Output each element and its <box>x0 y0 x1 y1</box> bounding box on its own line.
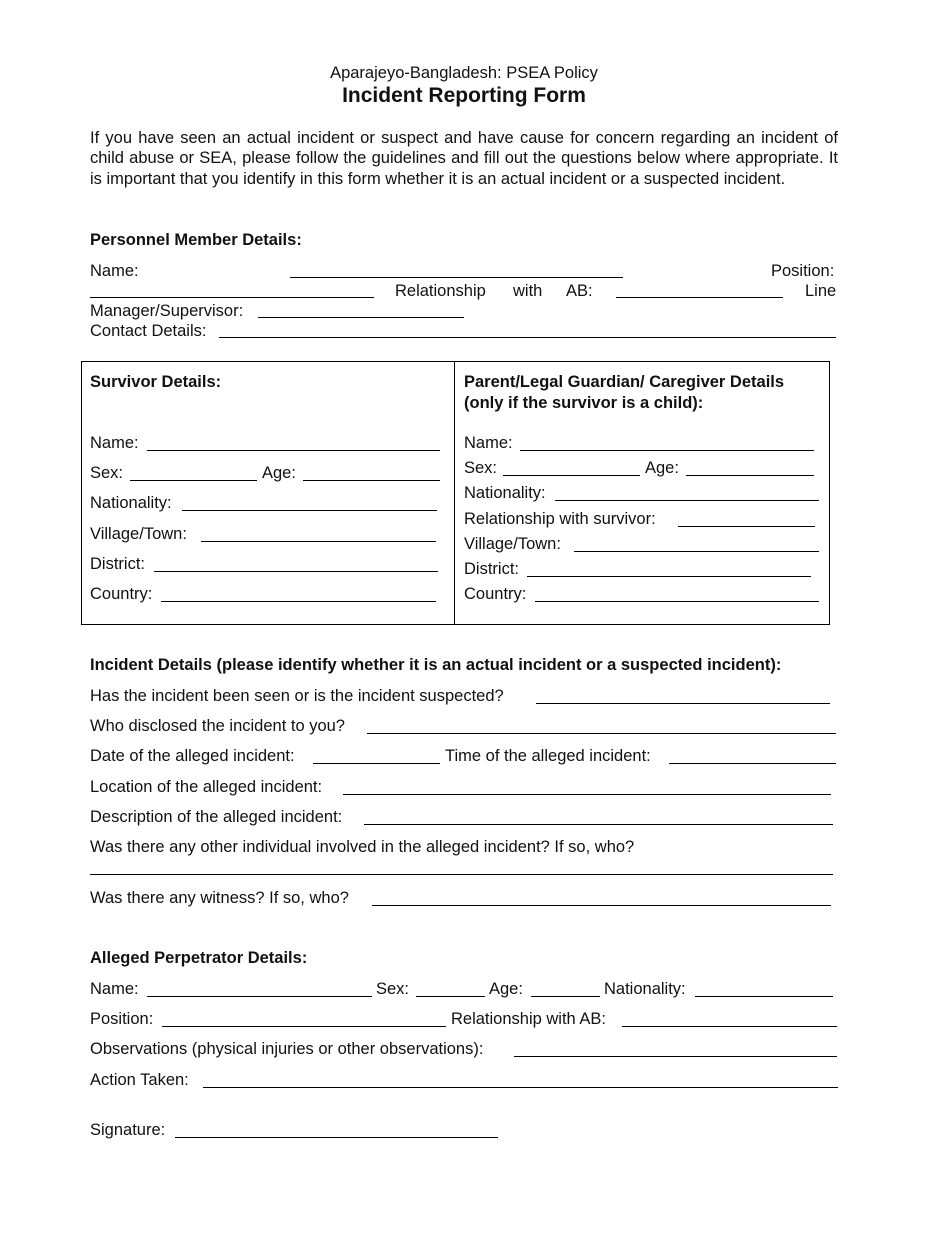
witness-label: Was there any witness? If so, who? <box>90 889 349 907</box>
incident-date-label: Date of the alleged incident: <box>90 747 295 765</box>
observations-label: Observations (physical injuries or other observations): <box>90 1040 484 1058</box>
seen-suspected-label: Has the incident been seen or is the incident suspected? <box>90 687 504 705</box>
personnel-position-field[interactable] <box>90 297 374 298</box>
guardian-age-field[interactable] <box>686 475 814 476</box>
personnel-relationship-field[interactable] <box>616 297 783 298</box>
other-individual-label: Was there any other individual involved in the alleged incident? If so, who? <box>90 838 635 856</box>
incident-location-label: Location of the alleged incident: <box>90 778 323 796</box>
details-table <box>81 361 830 625</box>
survivor-name-field[interactable] <box>147 450 440 451</box>
perpetrator-name-field[interactable] <box>147 996 372 997</box>
line-label: Line <box>805 282 837 300</box>
relationship-ab-word: AB: <box>566 282 593 300</box>
perpetrator-age-label: Age: <box>489 980 523 998</box>
guardian-nationality-label: Nationality: <box>464 484 546 502</box>
relationship-with-word: with <box>513 282 543 300</box>
intro-paragraph: If you have seen an actual incident or suspect and have cause for concern regarding an incident of child abuse or SEA, please follow the guidelines and fill out the questions below where appropriate. It is important that you identify in this form whether it is an actual incident or a suspected incident. <box>90 129 838 188</box>
action-taken-label: Action Taken: <box>90 1071 189 1089</box>
guardian-name-field[interactable] <box>520 450 814 451</box>
perpetrator-sex-label: Sex: <box>376 980 410 998</box>
table-divider <box>454 361 455 624</box>
guardian-sex-field[interactable] <box>503 475 640 476</box>
witness-field[interactable] <box>372 905 831 906</box>
incident-time-field[interactable] <box>669 763 836 764</box>
perpetrator-relationship-label: Relationship with AB: <box>451 1010 607 1028</box>
who-disclosed-field[interactable] <box>367 733 836 734</box>
relationship-word: Relationship <box>395 282 486 300</box>
perpetrator-name-label: Name: <box>90 980 139 998</box>
incident-description-field[interactable] <box>364 824 833 825</box>
contact-field[interactable] <box>219 337 836 338</box>
seen-suspected-field[interactable] <box>536 703 830 704</box>
guardian-district-label: District: <box>464 560 519 578</box>
survivor-district-label: District: <box>90 555 145 573</box>
incident-time-label: Time of the alleged incident: <box>445 747 651 765</box>
incident-date-field[interactable] <box>313 763 440 764</box>
survivor-age-field[interactable] <box>303 480 440 481</box>
survivor-nationality-field[interactable] <box>182 510 437 511</box>
observations-field[interactable] <box>514 1056 837 1057</box>
guardian-nationality-field[interactable] <box>555 500 819 501</box>
incident-description-label: Description of the alleged incident: <box>90 808 343 826</box>
manager-field[interactable] <box>258 317 464 318</box>
survivor-nationality-label: Nationality: <box>90 494 172 512</box>
perpetrator-relationship-field[interactable] <box>622 1026 837 1027</box>
perpetrator-sex-field[interactable] <box>416 996 485 997</box>
guardian-relationship-label: Relationship with survivor: <box>464 510 656 528</box>
guardian-age-label: Age: <box>645 459 679 477</box>
signature-label: Signature: <box>90 1121 166 1139</box>
guardian-name-label: Name: <box>464 434 513 452</box>
perpetrator-nationality-field[interactable] <box>695 996 833 997</box>
guardian-heading-note: (only if the survivor is a child): <box>464 394 704 412</box>
survivor-sex-field[interactable] <box>130 480 257 481</box>
perpetrator-nationality-label: Nationality: <box>604 980 686 998</box>
survivor-sex-label: Sex: <box>90 464 124 482</box>
guardian-relationship-field[interactable] <box>678 526 815 527</box>
personnel-name-label: Name: <box>90 262 139 280</box>
perpetrator-position-field[interactable] <box>162 1026 446 1027</box>
incident-location-field[interactable] <box>343 794 831 795</box>
personnel-heading: Personnel Member Details: <box>90 231 302 249</box>
perpetrator-heading: Alleged Perpetrator Details: <box>90 949 308 967</box>
survivor-name-label: Name: <box>90 434 139 452</box>
signature-field[interactable] <box>175 1137 498 1138</box>
guardian-sex-label: Sex: <box>464 459 498 477</box>
survivor-village-label: Village/Town: <box>90 525 187 543</box>
manager-label: Manager/Supervisor: <box>90 302 244 320</box>
who-disclosed-label: Who disclosed the incident to you? <box>90 717 345 735</box>
personnel-position-label: Position: <box>771 262 835 280</box>
guardian-district-field[interactable] <box>527 576 811 577</box>
survivor-heading: Survivor Details: <box>90 373 222 391</box>
perpetrator-age-field[interactable] <box>531 996 600 997</box>
survivor-village-field[interactable] <box>201 541 436 542</box>
survivor-age-label: Age: <box>262 464 296 482</box>
other-individual-field[interactable] <box>90 874 833 875</box>
guardian-country-label: Country: <box>464 585 527 603</box>
policy-title: Aparajeyo-Bangladesh: PSEA Policy <box>330 64 598 82</box>
form-title: Incident Reporting Form <box>342 84 586 107</box>
guardian-country-field[interactable] <box>535 601 819 602</box>
guardian-village-label: Village/Town: <box>464 535 561 553</box>
guardian-village-field[interactable] <box>574 551 819 552</box>
personnel-name-field[interactable] <box>290 277 623 278</box>
action-taken-field[interactable] <box>203 1087 838 1088</box>
survivor-district-field[interactable] <box>154 571 438 572</box>
survivor-country-field[interactable] <box>161 601 436 602</box>
contact-label: Contact Details: <box>90 322 207 340</box>
survivor-country-label: Country: <box>90 585 153 603</box>
incident-heading: Incident Details (please identify whether it is an actual incident or a suspected incident): <box>90 656 782 674</box>
perpetrator-position-label: Position: <box>90 1010 154 1028</box>
guardian-heading: Parent/Legal Guardian/ Caregiver Details <box>464 373 785 391</box>
